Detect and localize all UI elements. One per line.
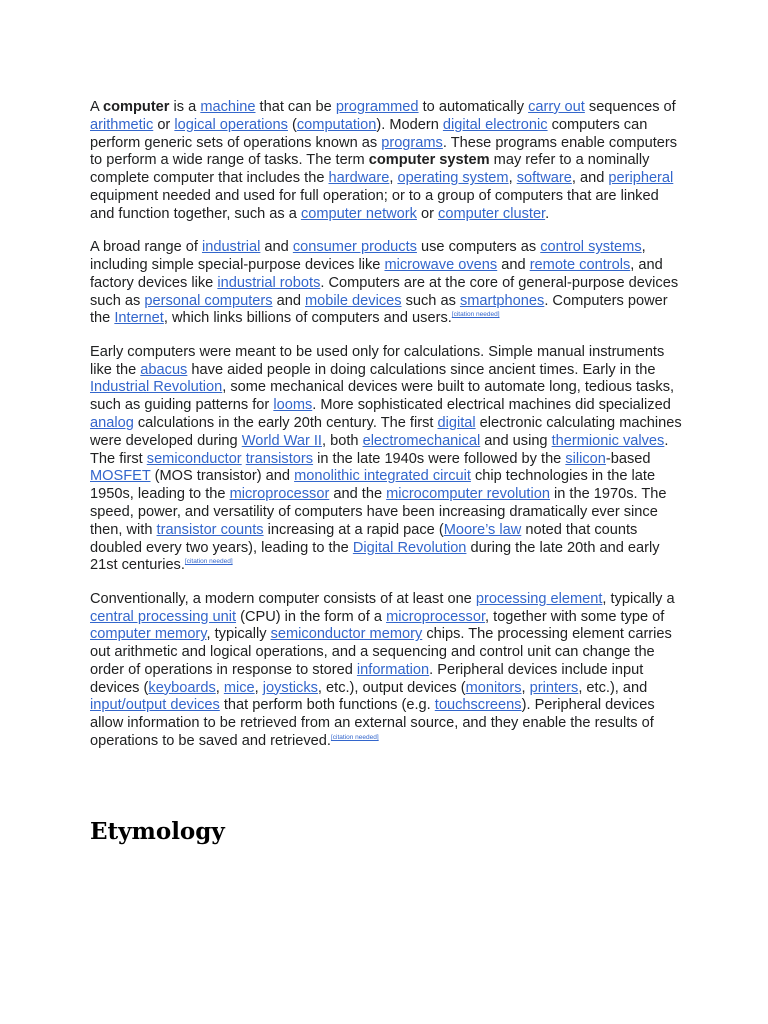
link-semiconductor[interactable]: semiconductor: [146, 450, 242, 467]
link-semiconductor-memory[interactable]: semiconductor memory: [270, 626, 423, 643]
text-run: electronic calculating machines were developed during: [90, 414, 682, 449]
text-run: . The first: [90, 432, 669, 467]
text-run: ). Peripheral devices allow information to be retrieved from an external source, and they enable the results of operations to be saved and retrieved.: [90, 697, 655, 750]
citation-needed-link[interactable]: [citation needed]: [330, 734, 379, 742]
link-printers[interactable]: printers: [529, 679, 579, 696]
text-run: , and factory devices like: [90, 256, 663, 291]
text-run: , etc.), and: [578, 679, 648, 696]
text-run: sequences of: [584, 99, 676, 115]
text-run: , and: [571, 170, 609, 187]
text-run: to automatically: [418, 99, 529, 115]
text-run: , typically: [206, 626, 271, 643]
citation-needed-note: [452, 311, 500, 318]
link-world-war-ii[interactable]: World War II: [241, 432, 322, 449]
link-arithmetic[interactable]: arithmetic: [90, 116, 154, 133]
text-run: noted that counts doubled every two years), leading to the: [90, 521, 638, 556]
link-personal-computers[interactable]: personal computers: [144, 292, 273, 309]
section-heading-etymology: Etymology: [90, 818, 225, 845]
paragraph-intro: [90, 99, 682, 224]
text-run: -based: [605, 450, 651, 467]
text-run: chip technologies in the late 1950s, leading to the: [90, 468, 656, 503]
link-peripheral[interactable]: peripheral: [608, 170, 674, 187]
link-logical-operations[interactable]: logical operations: [174, 116, 288, 133]
text-run: , typically a: [602, 590, 675, 607]
text-run: . Computers are at the core of general-purpose devices such as: [90, 274, 679, 309]
text-run: and: [260, 239, 293, 256]
text-run: during the late 20th and early 21st centuries.: [90, 539, 660, 574]
citation-needed-note: [331, 734, 379, 741]
link-mobile-devices[interactable]: mobile devices: [305, 292, 402, 309]
text-run: computers can perform generic sets of operations known as: [90, 116, 648, 151]
link-control-systems[interactable]: control systems: [540, 239, 642, 256]
text-run: ,: [389, 170, 398, 187]
link-computer-memory[interactable]: computer memory: [90, 626, 207, 643]
link-monitors[interactable]: monitors: [465, 679, 522, 696]
text-run: , both: [322, 432, 363, 449]
text-run: and: [272, 292, 305, 309]
text-run: that perform both functions (e.g.: [219, 697, 435, 714]
text-run: and the: [329, 486, 387, 503]
bold-term: computer: [102, 99, 170, 115]
link-internet[interactable]: Internet: [114, 310, 164, 327]
link-analog[interactable]: analog: [90, 414, 134, 431]
link-information[interactable]: information: [356, 661, 430, 678]
link-microcomputer-revolution[interactable]: microcomputer revolution: [386, 486, 550, 503]
text-run: in the 1970s. The speed, power, and versatility of computers have been increasing dramatically ever since then, with: [90, 486, 667, 538]
text-run: that can be: [255, 99, 336, 115]
text-run: , which links billions of computers and users.: [163, 310, 452, 327]
link-operating-system[interactable]: operating system: [397, 170, 509, 187]
text-run: (MOS transistor) and: [150, 468, 295, 485]
link-consumer-products[interactable]: consumer products: [292, 239, 417, 256]
link-industrial-robots[interactable]: industrial robots: [217, 274, 321, 291]
citation-needed-link[interactable]: [citation needed]: [184, 558, 233, 566]
link-digital[interactable]: digital: [437, 414, 476, 431]
text-run: have aided people in doing calculations since ancient times. Early in the: [187, 361, 656, 378]
article-body: [90, 99, 682, 766]
text-run: , together with some type of: [485, 608, 665, 625]
text-run: in the late 1940s were followed by the: [313, 450, 566, 467]
link-carry-out[interactable]: carry out: [528, 99, 585, 115]
link-computation[interactable]: computation: [296, 116, 377, 133]
text-run: ,: [215, 679, 224, 696]
link-programmed[interactable]: programmed: [335, 99, 419, 115]
link-abacus[interactable]: abacus: [140, 361, 188, 378]
link-thermionic-valves[interactable]: thermionic valves: [551, 432, 665, 449]
text-run: and: [497, 256, 530, 273]
text-run: such as: [401, 292, 460, 309]
text-run: may refer to a nominally complete computer that includes the: [90, 152, 650, 187]
link-computer-network[interactable]: computer network: [300, 205, 417, 222]
text-run: increasing at a rapid pace (: [263, 521, 444, 538]
text-run: or: [416, 205, 439, 222]
text-run: Early computers were meant to be used only for calculations. Simple manual instruments like the: [90, 343, 665, 378]
text-run: ,: [508, 170, 517, 187]
text-run: is a: [169, 99, 201, 115]
text-run: calculations in the early 20th century. The first: [133, 414, 438, 431]
link-mosfet[interactable]: MOSFET: [90, 468, 151, 485]
text-run: ,: [521, 679, 530, 696]
citation-needed-link[interactable]: [citation needed]: [451, 311, 500, 319]
link-transistors[interactable]: transistors: [245, 450, 314, 467]
text-run: equipment needed and used for full operation; or to a group of computers that are linked and function together, such as a: [90, 187, 659, 222]
link-processing-element[interactable]: processing element: [475, 590, 603, 607]
link-software[interactable]: software: [516, 170, 572, 187]
text-run: . These programs enable computers to perform a wide range of tasks. The term: [90, 134, 678, 169]
link-machine[interactable]: machine: [200, 99, 256, 115]
paragraph-history: [90, 344, 682, 575]
link-electromechanical[interactable]: electromechanical: [362, 432, 481, 449]
link-central-processing-unit[interactable]: central processing unit: [90, 608, 237, 625]
text-run: Conventionally, a modern computer consists of at least one: [90, 590, 476, 607]
link-smartphones[interactable]: smartphones: [459, 292, 545, 309]
link-microwave-ovens[interactable]: microwave ovens: [384, 256, 498, 273]
link-microprocessor[interactable]: microprocessor: [386, 608, 486, 625]
link-looms[interactable]: looms: [273, 397, 313, 414]
link-computer-cluster[interactable]: computer cluster: [438, 205, 546, 222]
link-silicon[interactable]: silicon: [565, 450, 606, 467]
text-run: and using: [480, 432, 552, 449]
text-run: , etc.), output devices (: [317, 679, 466, 696]
link-mice[interactable]: mice: [223, 679, 255, 696]
link-monolithic-integrated-circuit[interactable]: monolithic integrated circuit: [294, 468, 471, 485]
text-run: A broad range of: [90, 239, 202, 256]
text-run: , including simple special-purpose devices like: [90, 239, 646, 273]
text-run: ,: [254, 679, 263, 696]
link-hardware[interactable]: hardware: [328, 170, 390, 187]
citation-needed-note: [185, 558, 233, 565]
link-programs[interactable]: programs: [381, 134, 443, 151]
link-remote-controls[interactable]: remote controls: [529, 256, 631, 273]
text-run: chips. The processing element carries out arithmetic and logical operations, and a sequencing and control unit can change the order of operations in response to stored: [90, 626, 672, 678]
text-run: , some mechanical devices were built to automate long, tedious tasks, such as guiding patterns for: [90, 379, 675, 414]
link-digital-electronic[interactable]: digital electronic: [442, 116, 548, 133]
text-run: . Peripheral devices include input devices (: [90, 661, 644, 696]
link-digital-revolution[interactable]: Digital Revolution: [352, 539, 467, 556]
text-run: (: [287, 116, 297, 133]
link-moore-s-law[interactable]: Moore’s law: [443, 521, 522, 538]
text-run: or: [153, 116, 175, 133]
link-touchscreens[interactable]: touchscreens: [434, 697, 522, 714]
link-keyboards[interactable]: keyboards: [148, 679, 216, 696]
text-run: (CPU) in the form of a: [236, 608, 387, 625]
text-run: .: [545, 205, 550, 222]
text-run: ). Modern: [376, 116, 443, 133]
text-run: A: [90, 99, 103, 115]
link-industrial[interactable]: industrial: [201, 239, 261, 256]
link-industrial-revolution[interactable]: Industrial Revolution: [90, 379, 223, 396]
text-run: use computers as: [416, 239, 541, 256]
text-run: . More sophisticated electrical machines did specialized: [312, 397, 671, 414]
paragraph-components: [90, 591, 682, 751]
text-run: . Computers power the: [90, 292, 668, 327]
link-microprocessor[interactable]: microprocessor: [229, 486, 330, 503]
link-input-output-devices[interactable]: input/output devices: [90, 697, 220, 714]
bold-term: computer system: [368, 152, 490, 169]
link-transistor-counts[interactable]: transistor counts: [156, 521, 264, 538]
link-joysticks[interactable]: joysticks: [262, 679, 318, 696]
paragraph-uses: [90, 239, 682, 328]
